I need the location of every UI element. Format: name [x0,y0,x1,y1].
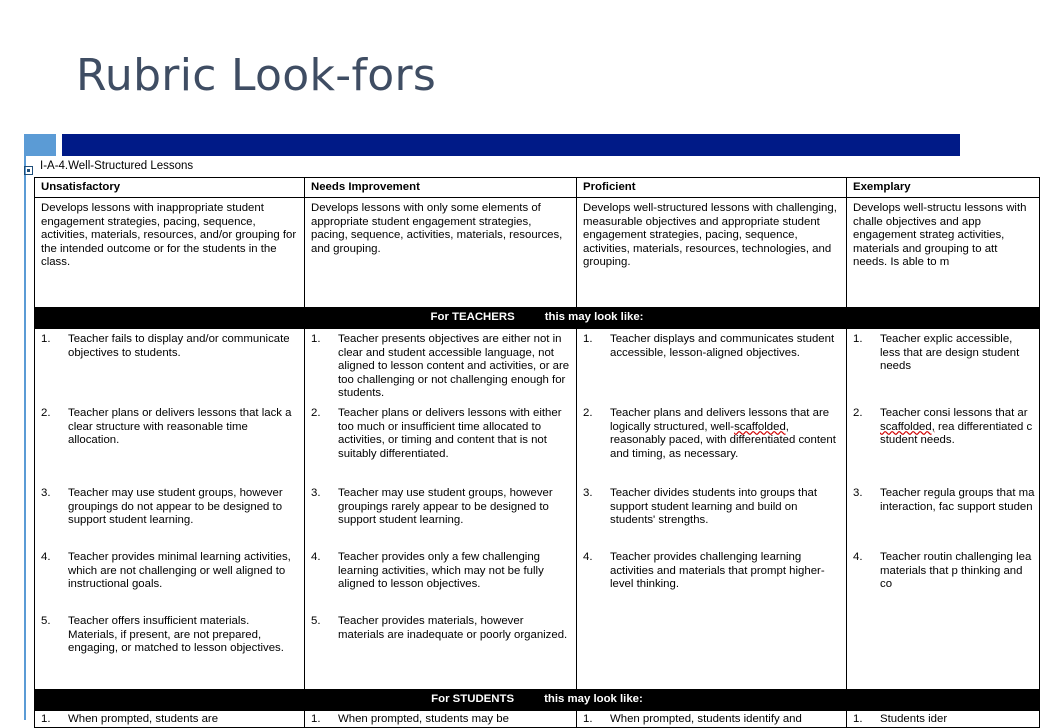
left-accent-line [24,156,26,720]
item-text: Teacher explic accessible, less that are design student needs [880,333,1020,372]
item-number: 5. [311,615,321,627]
item-number: 2. [583,407,593,419]
item-number: 2. [311,407,321,419]
list-item [583,713,842,727]
students-band-prefix: For STUDENTS [431,693,515,705]
item-text: Teacher divides students into groups that support student learning and build on students' strengths. [610,487,818,526]
list-item [853,333,1035,407]
teachers-items-needs-improvement [305,329,577,690]
title-accent-bar-dark [62,134,960,156]
item-number: 1. [41,333,51,345]
students-band-suffix: this may look like: [544,693,643,705]
item-text: Teacher plans and delivers lessons that are logically structured, well- [610,407,830,433]
item-text: Teacher presents objectives are either not in clear and student accessible language, not aligned to lesson content and activities, or are too challenging or not challenging enough for students. [338,333,570,399]
list-item [311,615,572,689]
students-band [35,690,1040,711]
students-item-needs-improvement [305,711,577,728]
item-number: 1. [853,713,863,725]
item-number: 4. [41,551,51,563]
list-item [311,407,572,487]
item-number: 1. [583,713,593,725]
teachers-band-suffix: this may look like: [544,311,644,323]
list-item [41,713,300,727]
students-item-proficient [577,711,847,728]
list-item [311,713,572,727]
item-number: 3. [311,487,321,499]
header-needs-improvement: Needs Improvement [305,178,577,198]
header-proficient: Proficient [577,178,847,198]
header-row [35,178,1040,198]
item-number: 3. [583,487,593,499]
students-item-unsatisfactory [35,711,305,728]
item-text: Teacher offers insufficient materials. Materials, if present, are not prepared, engaging, or matched to lesson objectives. [68,615,284,654]
item-text: Teacher fails to display and/or communicate objectives to students. [68,333,290,359]
list-item [583,551,842,615]
item-text: Teacher plans or delivers lessons that lack a clear structure with reasonable time allocation. [68,407,292,446]
item-text: When prompted, students are [68,713,219,725]
list-item [41,333,300,407]
list-item [853,713,1035,727]
item-text-spellcheck: scaffolded, [880,420,935,433]
list-item [853,551,1035,615]
students-item-exemplary [847,711,1040,728]
teachers-items-unsatisfactory [35,329,305,690]
item-text: Teacher regula groups that ma interaction, fac support studen [880,487,1035,513]
item-text: Teacher displays and communicates student accessible, lesson-aligned objectives. [610,333,835,359]
description-exemplary: Develops well-structu lessons with challe objectives and app engagement strateg activities, materials and grouping to att needs. Is able to m [847,198,1040,308]
item-number: 1. [311,333,321,345]
item-text: Teacher plans or delivers lessons with either too much or insufficient time allocated to activities, or timing and content that is not suitably differentiated. [338,407,562,460]
list-item [853,615,1035,689]
teachers-items-exemplary [847,329,1040,690]
item-number: 5. [41,615,51,627]
item-text: When prompted, students may be [338,713,509,725]
item-number: 1. [583,333,593,345]
header-unsatisfactory: Unsatisfactory [35,178,305,198]
item-number: 3. [41,487,51,499]
item-text: Teacher provides only a few challenging learning activities, which may not be fully aligned to lesson objectives. [338,551,544,590]
item-text: When prompted, students identify and [610,713,802,725]
item-number: 4. [853,551,863,563]
slide-title: Rubric Look-fors [76,50,437,101]
item-text: reasonably paced, with differentiated content and timing, as necessary. [610,434,836,460]
teachers-band [35,308,1040,329]
item-text: rea differentiated c student needs. [880,420,1033,446]
item-number: 4. [311,551,321,563]
description-row [35,198,1040,308]
list-item [583,615,842,689]
teachers-band-row [35,308,1040,329]
item-text: Teacher consi lessons that ar [880,407,1028,419]
list-item [311,551,572,615]
description-needs-improvement: Develops lessons with only some elements of appropriate student engagement strategies, pacing, sequence, activities, materials, resources, and grouping. [305,198,577,308]
description-unsatisfactory: Develops lessons with inappropriate student engagement strategies, pacing, sequence, activities, materials, resources, and/or grouping for the intended outcome or for the students in the class. [35,198,305,308]
teachers-items-row [35,329,1040,690]
list-item [583,333,842,407]
item-number: 1. [853,333,863,345]
item-text: Teacher routin challenging lea materials that p thinking and co [880,551,1032,590]
item-text: Teacher may use student groups, however groupings do not appear to be designed to support student learning. [68,487,283,526]
students-items-row [35,711,1040,728]
list-item [41,407,300,487]
title-accent-bar-light [24,134,56,156]
square-bullet-icon [24,166,33,175]
item-text: Teacher provides minimal learning activities, which are not challenging or well aligned to instructional goals. [68,551,291,590]
list-item [311,333,572,407]
description-proficient: Develops well-structured lessons with challenging, measurable objectives and appropriate student engagement strategies, pacing, sequence, activities, materials, resources, technologies, and grouping. [577,198,847,308]
item-text-spellcheck: scaffolded, [734,420,789,433]
header-exemplary: Exemplary [847,178,1040,198]
teachers-band-prefix: For TEACHERS [430,311,515,323]
list-item [311,487,572,551]
item-number: 2. [41,407,51,419]
list-item [41,551,300,615]
item-number: 3. [853,487,863,499]
item-number: 1. [311,713,321,725]
item-text: Teacher provides materials, however materials are inadequate or poorly organized. [338,615,568,641]
teachers-items-proficient [577,329,847,690]
item-text: Teacher may use student groups, however groupings rarely appear to be designed to support student learning. [338,487,553,526]
item-number: 2. [853,407,863,419]
list-item [41,615,300,689]
list-item [41,487,300,551]
item-number: 1. [41,713,51,725]
list-item [853,407,1035,487]
list-item [583,407,842,487]
item-text: Students ider [880,713,948,725]
list-item [583,487,842,551]
list-item [853,487,1035,551]
item-number: 4. [583,551,593,563]
rubric-document-image [34,158,1035,725]
rubric-table [34,177,1040,728]
item-text: Teacher provides challenging learning activities and materials that prompt higher-level thinking. [610,551,825,590]
students-band-row [35,690,1040,711]
rubric-heading: I-A-4.Well-Structured Lessons [40,160,194,172]
